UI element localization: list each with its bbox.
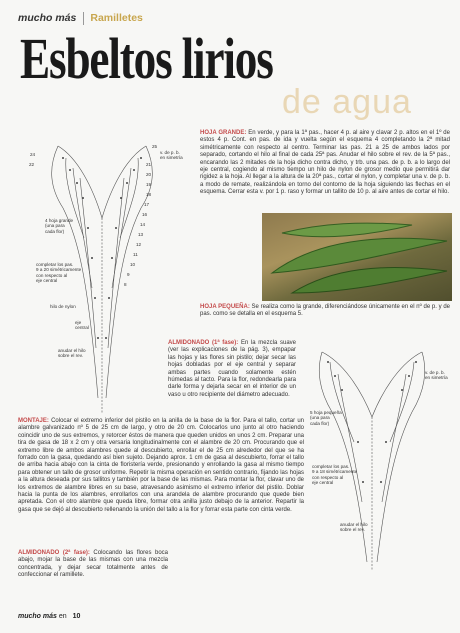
large-leaf-row-17: 17: [144, 202, 150, 207]
large-leaf-wrap-label: anudar el hilo sobre el rev.: [58, 348, 86, 359]
large-leaf-complete-label: completar los pas. 9 a 20 simétricamente con respecto al eje central: [36, 262, 82, 284]
almidonado2-text: Colocando las flores boca abajo, mojar la base de las mismas con una mezcla concentrada, y dejar secar totalmente antes de confeccionar el ramillete.: [18, 550, 168, 579]
large-leaf-row-18: 18: [146, 192, 152, 197]
water-lily-leaf-photo: [262, 213, 452, 301]
large-leaf-row-24: 24: [30, 152, 36, 157]
footer-separator: en: [58, 613, 67, 620]
page-header: [18, 10, 143, 26]
small-leaf-legend: 5 hoja pequeña (una para cada flor): [310, 410, 342, 426]
hoja-grande-text: En verde, y para la 1ª pas., hacer 4 p. al aire y clavar 2 p. altos en el 1º de estos 4 p. Cont. en pas. de ida y vuelta según el esquema 4 completando la 2ª mitad simétricamente con respecto al centro. Terminar las pas. 21 a 25 de ambos lados por separado, cortando el hilo al final de cada 25ª pas. Anudar el hilo sobre el rev. de la 5ª pas., encarando las 2 mitades de la hoja dicho contra dicho, y trb. una pas. de p. b. a lo largo del eje central, cogiendo al mismo tiempo un hilo de nylon de grosor medio que permitirá dar rigidez a la hoja. Al llegar a la altura de la 20ª pas., cortar el nylon, y completar una v. de p. b. a modo de remate, realizándola en torno del contorno de la hoja siguiendo las flechas en el esquema. Cerrar esta v. por 1 p. raso y formar un tallito de 10 p. al aire antes de cortar el hilo.: [200, 130, 450, 196]
large-leaf-nylon-label: hilo de nylon: [50, 304, 76, 309]
magazine-name: mucho más: [18, 12, 77, 24]
page-number: 10: [72, 613, 81, 620]
montaje-paragraph: [18, 418, 304, 514]
small-leaf-wrap-label: anudar el hilo sobre el rev.: [340, 522, 368, 533]
hoja-pequena-text: Se realiza como la grande, diferenciándose únicamente en el nº de p. y de pas. como se detalla en el esquema 5.: [200, 304, 451, 318]
small-leaf-diagram: [302, 332, 452, 572]
large-leaf-row-12: 12: [136, 242, 142, 247]
hoja-pequena-heading: HOJA PEQUEÑA:: [200, 304, 250, 310]
large-leaf-vp-label: v. de p. b. en simetría: [160, 150, 183, 161]
large-leaf-row-13: 13: [138, 232, 144, 237]
large-leaf-row-14: 14: [140, 222, 146, 227]
header-divider: [83, 12, 84, 25]
large-leaf-row-19: 19: [146, 182, 152, 187]
large-leaf-axis-label: eje central: [75, 320, 89, 331]
page-footer: [18, 613, 80, 620]
large-leaf-legend: 4 hoja grande (una para cada flor): [45, 218, 74, 234]
large-leaf-row-8: 8: [124, 282, 127, 287]
large-leaf-row-9: 9: [127, 272, 130, 277]
hoja-pequena-paragraph: [200, 304, 450, 319]
section-name: Ramilletes: [90, 12, 143, 24]
hoja-grande-paragraph: [200, 130, 450, 197]
large-leaf-row-11: 11: [133, 252, 138, 257]
page-title-accent: de agua: [282, 83, 412, 121]
large-leaf-row-25: 25: [152, 144, 158, 149]
leaf-icon: [262, 213, 452, 301]
montaje-text: Colocar el extremo inferior del pistilo en la anilla de la base de la flor. Para el tallo, cortar un alambre galvanizado nº 5 de 25 cm de largo, y otro de 20 cm. Colocarlos uno junto al otro haciendo coincidir uno de sus extremos, y retorcer éstos de manera que queden unidos en unos 2 cm. Preparar una tira de gasa de 18 x 2 cm y otra versaria longitudinalmente con el alambre de 20 cm. Procurando que el extremo libre de ambos alambres quede al descubierto, enrollar el de 25 cm alrededor del que se ha forrado con la gasa, quedando así bien sujeto. Dejando aprox. 1 cm de gasa al descubierto, forrar el tallo de arriba hacia abajo con la cinta de floristería verde, presionando y enrollando la gasa al mismo tiempo para obtener un tallo de grosor uniforme. Repetir la misma operación en sentido contrario, fijando las hojas a la altura deseada por sus tallitos y también por la base de las mismas. Para montar la flor, clavar uno de los extremos de alambre libres en su base, atravesando asimismo el extremo inferior del pistilo. Doblar hacia la punta de los alambres, enrollarlos con una arandela de alambre procurando que quede bien apretada. Con el otro alambre que queda libre, formar otra anilla justo debajo de la anterior. Repartir la gasa que se dejó al descubierto rellenando la unión del tallo a la flor y forrar esta parte con cinta verde.: [18, 418, 304, 513]
almidonado-paragraph: [168, 340, 296, 399]
footer-magazine-name: mucho más: [18, 613, 57, 620]
hoja-grande-heading: HOJA GRANDE:: [200, 130, 247, 136]
almidonado-text: En la mezcla suave (ver las explicaciones de la pág. 3), empapar las hojas y las flores sin pistilo; dejar secar las hojas dobladas por el eje central y separar ambas partes cuando solamente estén húmedas al tacto. Para la flor, redondearla para darle forma y dejarla secar en el interior de un vaso u otro recipiente del diámetro adecuado.: [168, 340, 296, 398]
page-title: Esbeltos lirios: [20, 26, 273, 91]
small-leaf-complete-label: completar los pas. 9 a 18 simétricamente con respecto al eje central: [312, 464, 358, 486]
large-leaf-row-20: 20: [146, 172, 152, 177]
montaje-heading: MONTAJE:: [18, 418, 49, 424]
large-leaf-row-16: 16: [142, 212, 148, 217]
large-leaf-row-22: 22: [29, 162, 35, 167]
large-leaf-row-10: 10: [130, 262, 136, 267]
almidonado-heading: ALMIDONADO (1ª fase):: [168, 340, 239, 346]
almidonado2-heading: ALMIDONADO (2ª fase):: [18, 550, 90, 556]
large-leaf-row-21: 21: [146, 162, 152, 167]
almidonado2-paragraph: [18, 550, 168, 580]
small-leaf-vp-label: v. de p. b. en simetría: [425, 370, 448, 381]
